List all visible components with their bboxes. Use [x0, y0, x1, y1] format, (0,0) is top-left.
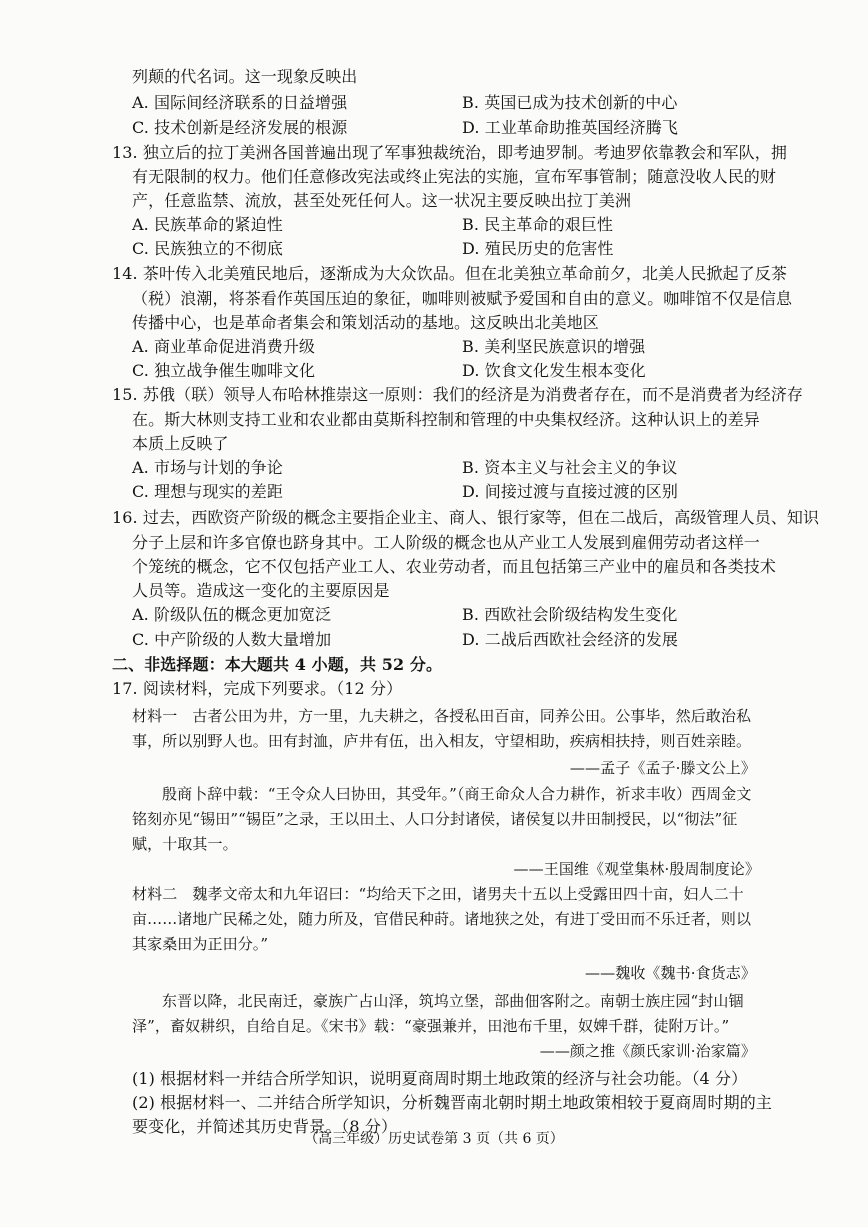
- q16-stem-line2: 分子上层和许多官僚也跻身其中。工人阶级的概念也从产业工人发展到雇佣劳动者这样一: [132, 533, 760, 552]
- q14-stem-line1: 14. 茶叶传入北美殖民地后，逐渐成为大众饮品。但在北美独立革命前夕，北美人民掀起了反茶: [112, 264, 787, 283]
- q12-stem: 列颠的代名词。这一现象反映出: [132, 67, 358, 86]
- q13-option-a: A. 民族革命的紧迫性: [132, 215, 283, 234]
- q15-option-c: C. 理想与现实的差距: [132, 482, 283, 501]
- page-footer: （高三年级）历史试卷第 3 页（共 6 页）: [304, 1131, 564, 1147]
- q16-stem-line1: 16. 过去，西欧资产阶级的概念主要指企业主、商人、银行家等，但在二战后，高级管理人员、知识: [112, 508, 820, 527]
- q12-option-c: C. 技术创新是经济发展的根源: [132, 118, 348, 137]
- q16-stem-line4: 人员等。造成这一变化的主要原因是: [132, 581, 390, 600]
- material1-para2-line1: 殷商卜辞中载：“王令众人曰协田，其受年。”（商王命众人合力耕作，祈求丰收）西周金文: [162, 785, 752, 803]
- material1-para2-source: ——王国维《观堂集林·殷周制度论》: [513, 860, 760, 878]
- q16-option-d: D. 二战后西欧社会经济的发展: [462, 630, 678, 649]
- q17-requirement-2-line1: (2) 根据材料一、二并结合所学知识，分析魏晋南北朝时期土地政策相较于夏商周时期的主: [132, 1093, 772, 1112]
- q13-stem-line2: 有无限制的权力。他们任意修改宪法或终止宪法的实施，宣布军事管制；随意没收人民的财: [132, 167, 777, 186]
- q14-option-a: A. 商业革命促进消费升级: [132, 337, 316, 356]
- q15-stem-line3: 本质上反映了: [132, 434, 229, 453]
- q14-option-c: C. 独立战争催生咖啡文化: [132, 361, 316, 380]
- q12-option-b: B. 英国已成为技术创新的中心: [462, 93, 678, 112]
- material1-para2-line2: 铭刻亦见“锡田”“锡臣”之录，王以田土、人口分封诸侯，诸侯复以井田制授民，以“彻法”征: [132, 810, 738, 828]
- q13-option-c: C. 民族独立的不彻底: [132, 239, 283, 258]
- q14-option-d: D. 饮食文化发生根本变化: [462, 361, 646, 380]
- material2-para2-line1: 东晋以降，北民南迁，豪族广占山泽，筑坞立堡，部曲佃客附之。南朝士族庄园“封山锢: [162, 992, 744, 1010]
- material1-source: ——孟子《孟子·滕文公上》: [569, 759, 756, 777]
- q16-option-c: C. 中产阶级的人数大量增加: [132, 630, 332, 649]
- q15-option-b: B. 资本主义与社会主义的争议: [462, 458, 678, 477]
- q13-option-d: D. 殖民历史的危害性: [462, 239, 614, 258]
- material2-source: ——魏收《魏书·食货志》: [585, 964, 756, 982]
- q17-requirement-1: (1) 根据材料一并结合所学知识，说明夏商周时期土地政策的经济与社会功能。（4 分）: [132, 1069, 748, 1088]
- q16-option-b: B. 西欧社会阶级结构发生变化: [462, 605, 678, 624]
- q16-option-a: A. 阶级队伍的概念更加宽泛: [132, 605, 332, 624]
- section-heading: 二、非选择题：本大题共 4 小题，共 52 分。: [112, 655, 443, 674]
- material1-para2-line3: 赋，十取其一。: [132, 835, 238, 853]
- material1-line2: 事，所以别野人也。田有封洫，庐井有伍，出入相友，守望相助，疾病相扶持，则百姓亲睦。: [132, 732, 752, 750]
- q15-option-a: A. 市场与计划的争论: [132, 458, 283, 477]
- q12-option-d: D. 工业革命助推英国经济腾飞: [462, 118, 678, 137]
- q12-option-a: A. 国际间经济联系的日益增强: [132, 93, 348, 112]
- q13-option-b: B. 民主革命的艰巨性: [462, 215, 614, 234]
- q15-option-d: D. 间接过渡与直接过渡的区别: [462, 482, 678, 501]
- q15-stem-line2: 在。斯大林则支持工业和农业都由莫斯科控制和管理的中央集权经济。这种认识上的差异: [132, 410, 760, 429]
- material2-para2-source: ——颜之推《颜氏家训·治家篇》: [539, 1042, 756, 1060]
- q13-stem-line1: 13. 独立后的拉丁美洲各国普遍出现了军事独裁统治，即考迪罗制。考迪罗依靠教会和军队，拥: [112, 143, 787, 162]
- material1-line1: 材料一 古者公田为井，方一里，九夫耕之，各授私田百亩，同养公田。公事毕，然后敢治私: [132, 707, 752, 725]
- q16-stem-line3: 个笼统的概念，它不仅包括产业工人、农业劳动者，而且包括第三产业中的雇员和各类技术: [132, 557, 777, 576]
- q15-stem-line1: 15. 苏俄（联）领导人布哈林推崇这一原则：我们的经济是为消费者存在，而不是消费者为经济存: [112, 385, 804, 404]
- material2-line2: 亩……诸地广民稀之处，随力所及，官借民种莳。诸地狭之处，有进丁受田而不乐迁者，则以: [132, 910, 752, 928]
- q14-stem-line3: 传播中心，也是革命者集会和策划活动的基地。这反映出北美地区: [132, 313, 599, 332]
- q14-option-b: B. 美利坚民族意识的增强: [462, 337, 646, 356]
- q13-stem-line3: 产，任意监禁、流放，甚至处死任何人。这一状况主要反映出拉丁美洲: [132, 191, 632, 210]
- material2-line3: 其家桑田为正田分。”: [132, 935, 269, 953]
- material2-para2-line2: 泽”，畜奴耕织，自给自足。《宋书》载：“豪强兼并，田池布千里，奴婢千群，徒附万计。”: [132, 1017, 730, 1035]
- material2-line1: 材料二 魏孝文帝太和九年诏曰：“均给天下之田，诸男夫十五以上受露田四十亩，妇人二十: [132, 885, 744, 903]
- q14-stem-line2: （税）浪潮，将茶看作英国压迫的象征，咖啡则被赋予爱国和自由的意义。咖啡馆不仅是信息: [132, 289, 793, 308]
- q17-title: 17. 阅读材料，完成下列要求。（12 分）: [112, 679, 403, 698]
- q17-requirement-2-line2: 要变化，并简述其历史背景。（8 分）: [132, 1117, 398, 1136]
